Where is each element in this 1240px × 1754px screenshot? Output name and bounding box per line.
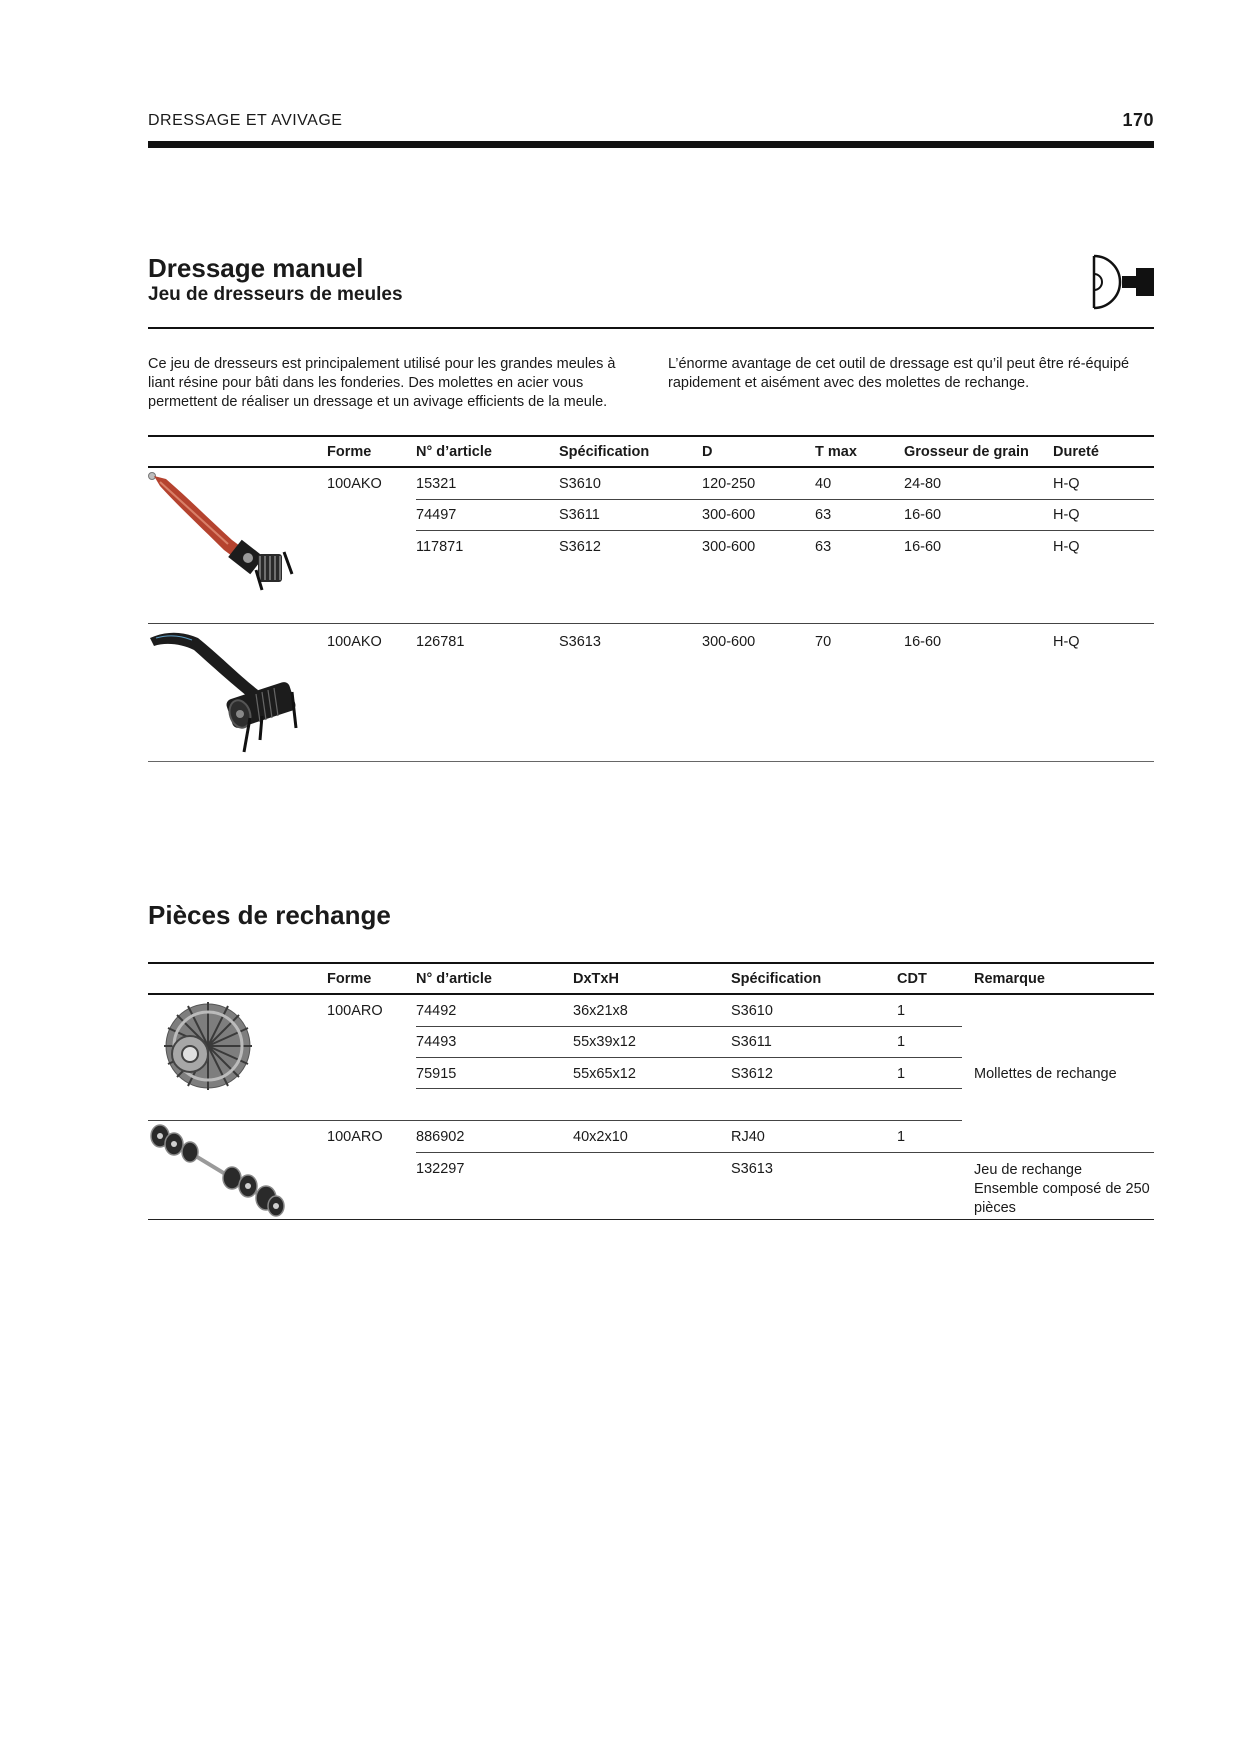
table2-col-dimensions: DxTxH bbox=[573, 971, 619, 987]
page-number: 170 bbox=[1122, 110, 1154, 130]
dresser-black-handle-image bbox=[148, 628, 310, 758]
table1-header-rule bbox=[148, 466, 1154, 468]
cell-dimensions: 55x65x12 bbox=[573, 1066, 636, 1082]
cell-forme: 100AKO bbox=[327, 476, 382, 492]
cell-spec: S3613 bbox=[559, 634, 601, 650]
cell-hardness: H-Q bbox=[1053, 539, 1080, 555]
table1-col-specification: Spécification bbox=[559, 444, 650, 460]
row-divider bbox=[416, 1057, 962, 1058]
cell-article: 132297 bbox=[416, 1161, 465, 1177]
cell-article: 15321 bbox=[416, 476, 457, 492]
row-divider bbox=[148, 1120, 962, 1121]
table2-col-article: N° d’article bbox=[416, 971, 492, 987]
cell-dimensions: 40x2x10 bbox=[573, 1129, 628, 1145]
cell-cdt: 1 bbox=[897, 1129, 906, 1145]
cell-hardness: H-Q bbox=[1053, 507, 1080, 523]
cell-d: 300-600 bbox=[702, 539, 756, 555]
header-rule bbox=[148, 141, 1154, 148]
cell-dimensions: 36x21x8 bbox=[573, 1003, 628, 1019]
cell-spec: S3612 bbox=[559, 539, 601, 555]
spare-wheels-image bbox=[148, 998, 268, 1098]
row-divider bbox=[416, 1026, 962, 1027]
cell-hardness: H-Q bbox=[1053, 476, 1080, 492]
row-divider bbox=[148, 623, 1154, 624]
cell-spec: S3610 bbox=[731, 1003, 773, 1019]
dresser-pictogram-icon bbox=[1090, 254, 1156, 310]
spare-parts-title: Pièces de rechange bbox=[148, 900, 391, 930]
spare-shaft-set-image bbox=[148, 1122, 288, 1220]
remark-spare-wheels: Mollettes de rechange bbox=[974, 1066, 1117, 1082]
table1-col-d: D bbox=[702, 444, 713, 460]
cell-article: 74497 bbox=[416, 507, 457, 523]
remark-line: pièces bbox=[974, 1200, 1016, 1216]
cell-article: 886902 bbox=[416, 1129, 465, 1145]
cell-spec: RJ40 bbox=[731, 1129, 765, 1145]
cell-cdt: 1 bbox=[897, 1066, 906, 1082]
cell-grain: 16-60 bbox=[904, 507, 942, 523]
section-rule bbox=[148, 327, 1154, 329]
cell-tmax: 70 bbox=[815, 634, 832, 650]
cell-tmax: 63 bbox=[815, 507, 832, 523]
cell-article: 117871 bbox=[416, 539, 464, 555]
table2-col-remark: Remarque bbox=[974, 971, 1045, 987]
section-subtitle: Jeu de dresseurs de meules bbox=[148, 284, 403, 305]
table1-col-grain: Grosseur de grain bbox=[904, 444, 1029, 460]
cell-d: 300-600 bbox=[702, 507, 756, 523]
cell-grain: 16-60 bbox=[904, 539, 942, 555]
table1-col-tmax: T max bbox=[815, 444, 857, 460]
cell-spec: S3610 bbox=[559, 476, 601, 492]
table1-col-forme: Forme bbox=[327, 444, 372, 460]
remark-spare-set bbox=[974, 1161, 1150, 1218]
table1-top-rule bbox=[148, 435, 1154, 437]
cell-spec: S3612 bbox=[731, 1066, 773, 1082]
cell-d: 300-600 bbox=[702, 634, 756, 650]
intro-paragraph-right: L’énorme avantage de cet outil de dressage est qu’il peut être ré-équipé rapidement et aisément avec des molettes de rechange. bbox=[668, 356, 1130, 391]
cell-article: 126781 bbox=[416, 634, 465, 650]
table1-bottom-rule bbox=[148, 761, 1154, 762]
running-title: DRESSAGE ET AVIVAGE bbox=[148, 112, 343, 129]
cell-spec: S3613 bbox=[731, 1161, 773, 1177]
cell-forme: 100ARO bbox=[327, 1003, 383, 1019]
cell-dimensions: 55x39x12 bbox=[573, 1034, 636, 1050]
table1-col-hardness: Dureté bbox=[1053, 444, 1099, 460]
cell-article: 74493 bbox=[416, 1034, 457, 1050]
cell-tmax: 63 bbox=[815, 539, 832, 555]
cell-hardness: H-Q bbox=[1053, 634, 1080, 650]
cell-forme: 100ARO bbox=[327, 1129, 383, 1145]
table2-col-forme: Forme bbox=[327, 971, 372, 987]
table2-header-rule bbox=[148, 993, 1154, 995]
cell-article: 74492 bbox=[416, 1003, 457, 1019]
cell-spec: S3611 bbox=[559, 507, 600, 523]
cell-article: 75915 bbox=[416, 1066, 457, 1082]
row-divider bbox=[416, 1088, 962, 1089]
cell-grain: 16-60 bbox=[904, 634, 942, 650]
row-divider bbox=[416, 1152, 1154, 1153]
cell-tmax: 40 bbox=[815, 476, 832, 492]
table1-col-article: N° d’article bbox=[416, 444, 492, 460]
intro-paragraph-left: Ce jeu de dresseurs est principalement utilisé pour les grandes meules à liant résine pour bâti dans les fonderies. Des molettes en acier vous permettent de réaliser un dressage et un avivage efficients de la meule. bbox=[148, 356, 616, 410]
cell-grain: 24-80 bbox=[904, 476, 942, 492]
row-divider bbox=[416, 530, 1154, 531]
cell-cdt: 1 bbox=[897, 1003, 906, 1019]
dresser-red-handle-image bbox=[148, 470, 310, 594]
section-title: Dressage manuel bbox=[148, 253, 364, 283]
table2-col-cdt: CDT bbox=[897, 971, 927, 987]
cell-spec: S3611 bbox=[731, 1034, 772, 1050]
table2-col-specification: Spécification bbox=[731, 971, 822, 987]
cell-d: 120-250 bbox=[702, 476, 756, 492]
row-divider bbox=[416, 499, 1154, 500]
cell-forme: 100AKO bbox=[327, 634, 382, 650]
table2-top-rule bbox=[148, 962, 1154, 964]
remark-line: Jeu de rechange bbox=[974, 1162, 1083, 1178]
cell-cdt: 1 bbox=[897, 1034, 906, 1050]
table2-bottom-rule bbox=[148, 1219, 1154, 1220]
remark-line: Ensemble composé de 250 bbox=[974, 1181, 1150, 1197]
